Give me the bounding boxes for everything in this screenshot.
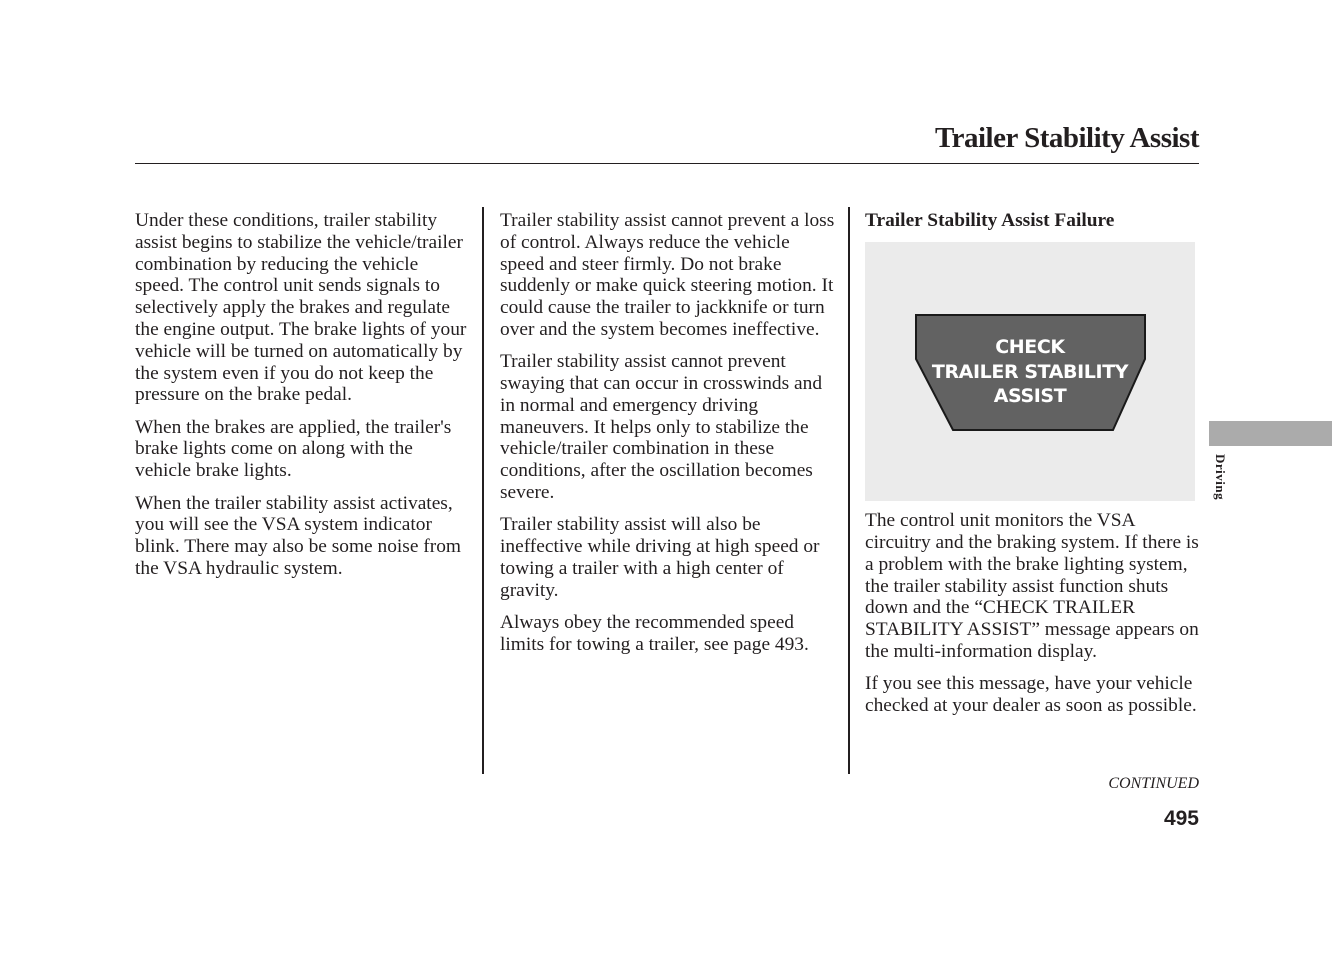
paragraph: Trailer stability assist cannot prevent a loss of control. Always reduce the vehicle speed and steer firmly. Do not brake suddenly or make quick steering motion. It could cause the trailer to jackknife or turn over and the system becomes ineffective.: [500, 210, 835, 340]
section-subheading: Trailer Stability Assist Failure: [865, 210, 1115, 231]
paragraph: If you see this message, have your vehicle checked at your dealer as soon as possible.: [865, 673, 1197, 717]
display-message-line: TRAILER STABILITY: [931, 360, 1129, 383]
paragraph: Always obey the recommended speed limits for towing a trailer, see page 493.: [500, 612, 809, 655]
paragraph: When the trailer stability assist activates, you will see the VSA system indicator blink. There may also be some noise from the VSA hydraulic system.: [135, 492, 461, 579]
page-number: 495: [1163, 807, 1199, 830]
column-right: [865, 210, 1200, 727]
column-divider: [848, 207, 850, 774]
multi-information-display-illustration: [865, 242, 1195, 501]
display-message-line: CHECK: [995, 336, 1065, 359]
page-title: Trailer Stability Assist: [934, 122, 1199, 154]
section-tab: [1209, 421, 1332, 446]
paragraph: Trailer stability assist will also be ineffective while driving at high speed or towing a trailer with a high center of gravity.: [500, 514, 820, 601]
display-message-line: ASSIST: [993, 385, 1067, 408]
column-left: [135, 210, 470, 590]
paragraph: Trailer stability assist cannot prevent swaying that can occur in crosswinds and in normal and emergency driving maneuvers. It helps only to stabilize the vehicle/trailer combination in these conditions, after the oscillation becomes severe.: [500, 351, 823, 504]
paragraph: Under these conditions, trailer stability assist begins to stabilize the vehicle/trailer combination by reducing the vehicle speed. The control unit sends signals to selectively apply the brakes and regulate the engine output. The brake lights of your vehicle will be turned on automatically by the system even if you do not keep the pressure on the brake pedal.: [135, 210, 467, 406]
continued-label: CONTINUED: [1108, 775, 1199, 792]
paragraph: The control unit monitors the VSA circuitry and the braking system. If there is a problem with the brake lighting system, the trailer stability assist function shuts down and the “CHECK TRAILER STABILITY ASSIST” message appears on the multi-information display.: [865, 510, 1199, 663]
paragraph: When the brakes are applied, the trailer's brake lights come on along with the vehicle brake lights.: [135, 416, 452, 482]
title-rule: [135, 163, 1199, 164]
column-middle: [500, 210, 836, 666]
section-tab-label: Driving: [1213, 454, 1228, 501]
column-divider: [482, 207, 484, 774]
display-message: [865, 335, 1195, 409]
